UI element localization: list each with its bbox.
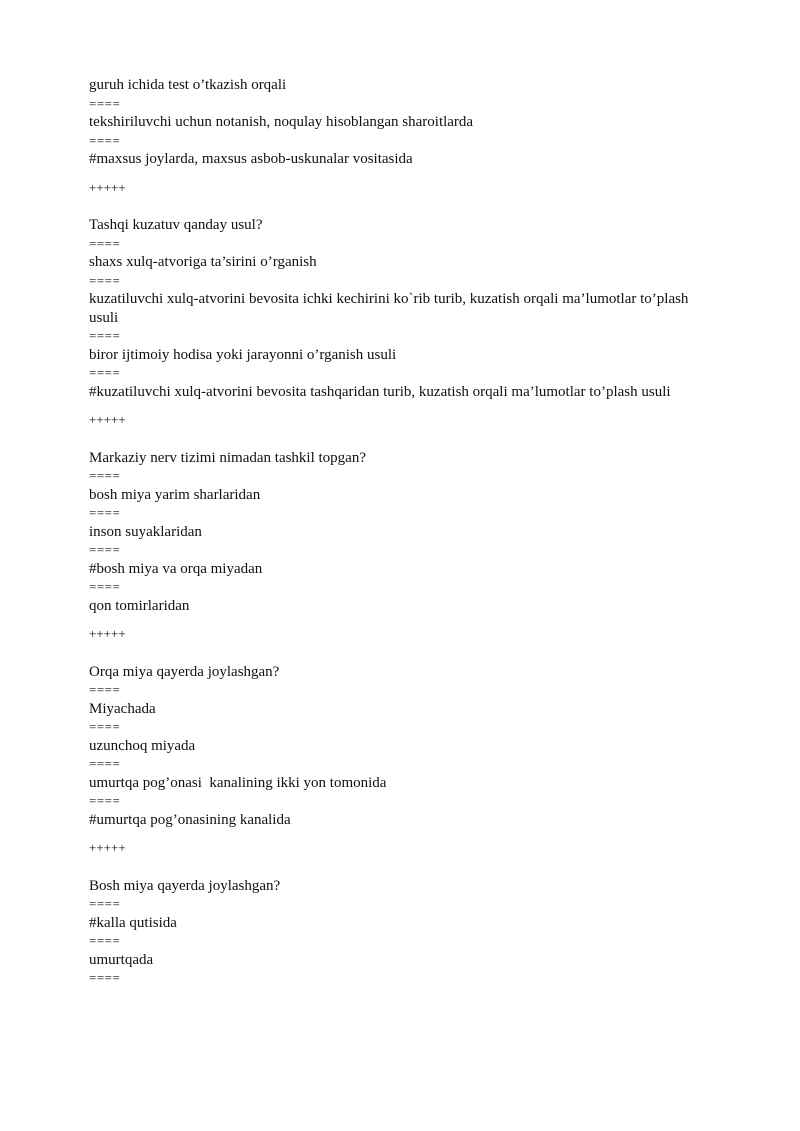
text-line: Tashqi kuzatuv qanday usul? [89, 217, 263, 233]
option-separator: ==== [89, 542, 121, 557]
option-separator: ==== [89, 793, 121, 808]
option-separator: ==== [89, 95, 121, 111]
option-separator: ==== [89, 719, 121, 734]
option-separator: ==== [89, 505, 121, 520]
option-separator: ==== [89, 235, 121, 251]
text-line: shaxs xulq-atvoriga ta’sirini o’rganish [89, 254, 317, 270]
text-line: tekshiriluvchi uchun notanish, noqulay hisoblangan sharoitlarda [89, 114, 474, 130]
text-line: #kuzatiluvchi xulq-atvorini bevosita tashqaridan turib, kuzatish orqali ma’lumotlar to’plash usuli [89, 383, 671, 400]
question-separator: +++++ [89, 840, 126, 855]
text-line: #maxsus joylarda, maxsus asbob-uskunalar vositasida [89, 151, 413, 167]
question-separator: +++++ [89, 412, 126, 427]
text-line: biror ijtimoiy hodisa yoki jarayonni o’rganish usuli [89, 346, 397, 363]
text-line: #kalla qutisida [89, 914, 177, 931]
question-separator: +++++ [89, 179, 126, 195]
text-line: kuzatiluvchi xulq-atvorini bevosita ichki kechirini ko`rib turib, kuzatish orqali ma’lumotlar to’plash usuli [89, 291, 693, 326]
text-line: bosh miya yarim sharlaridan [89, 486, 261, 503]
option-separator: ==== [89, 579, 121, 594]
text-line: #bosh miya va orqa miyadan [89, 560, 263, 577]
text-line: qon tomirlaridan [89, 597, 190, 614]
text-line: umurtqada [89, 951, 154, 968]
option-separator: ==== [89, 365, 121, 380]
question-separator: +++++ [89, 626, 126, 641]
text-line: guruh ichida test o’tkazish orqali [89, 77, 287, 93]
option-separator: ==== [89, 682, 121, 697]
text-line: inson suyaklaridan [89, 523, 202, 540]
text-line: Bosh miya qayerda joylashgan? [89, 877, 281, 894]
option-separator: ==== [89, 933, 121, 948]
text-line: Markaziy nerv tizimi nimadan tashkil topgan? [89, 449, 367, 466]
option-separator: ==== [89, 272, 121, 288]
option-separator: ==== [89, 970, 121, 985]
document-body [89, 76, 693, 988]
text-line: Miyachada [89, 700, 156, 717]
text-line: uzunchoq miyada [89, 737, 196, 754]
text-line: umurtqa pog’onasi kanalining ikki yon tomonida [89, 774, 387, 791]
option-separator: ==== [89, 468, 121, 483]
option-separator: ==== [89, 896, 121, 911]
text-line: Orqa miya qayerda joylashgan? [89, 663, 280, 680]
option-separator: ==== [89, 756, 121, 771]
option-separator: ==== [89, 328, 121, 343]
text-line: #umurtqa pog’onasining kanalida [89, 811, 291, 828]
option-separator: ==== [89, 132, 121, 148]
